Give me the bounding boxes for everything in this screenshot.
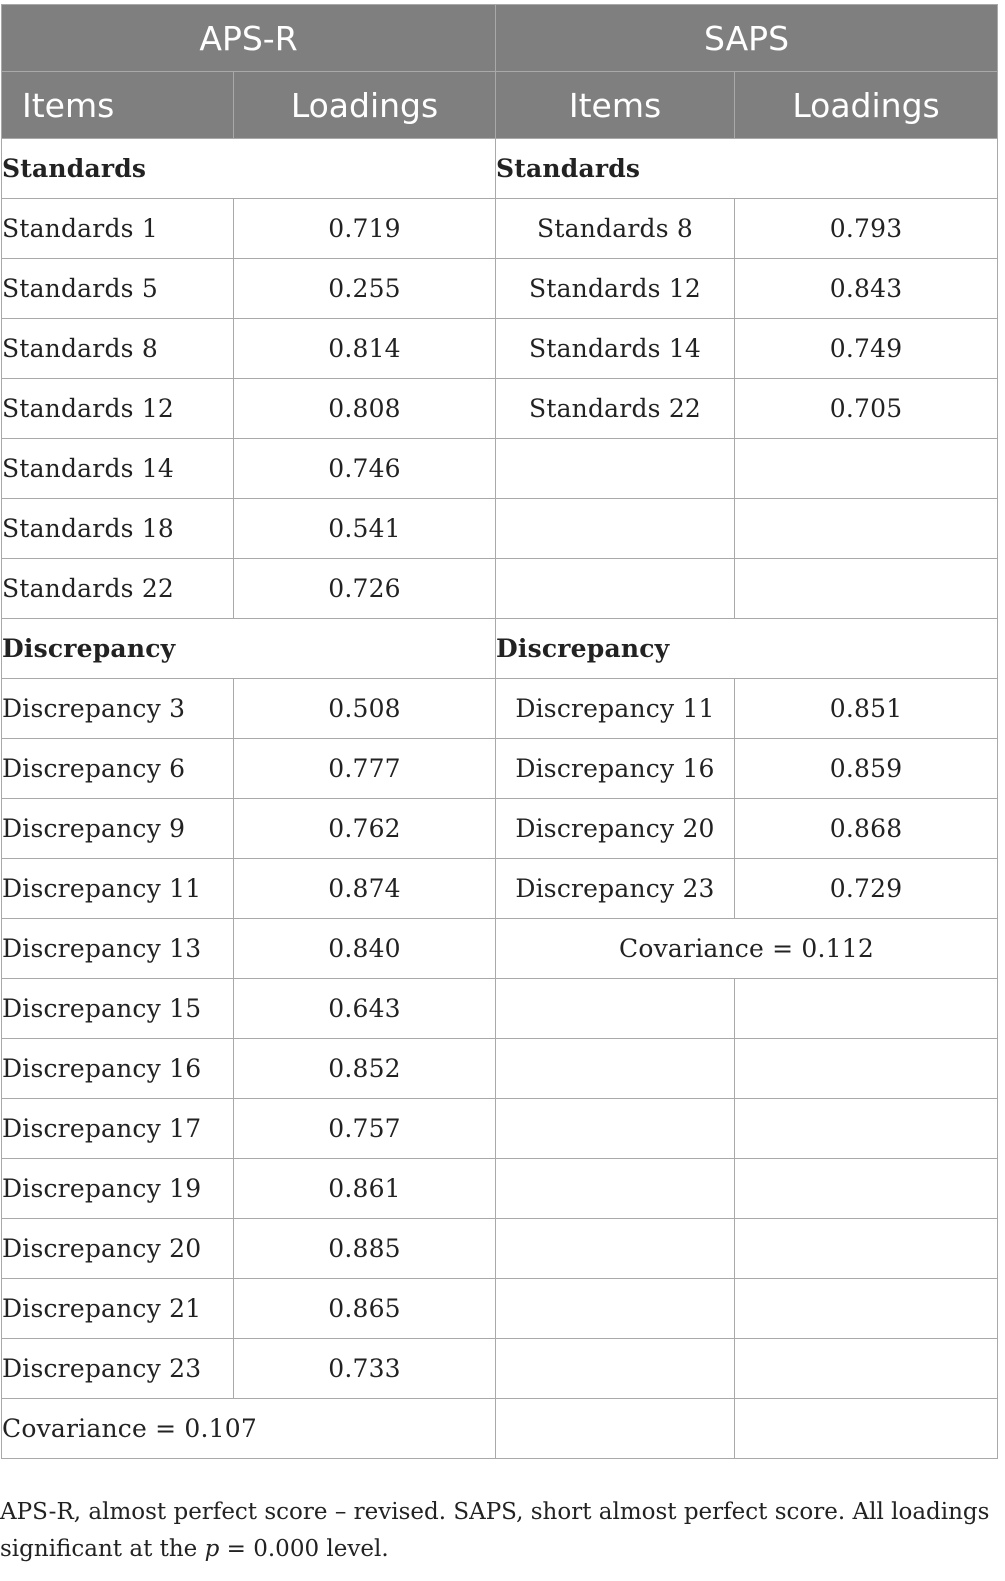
table-row	[2, 979, 998, 1039]
loading-cell: 0.852	[234, 1039, 496, 1099]
item-cell: Discrepancy 17	[2, 1099, 234, 1159]
empty-cell	[735, 1219, 998, 1279]
item-cell: Discrepancy 19	[2, 1159, 234, 1219]
loading-cell: 0.705	[735, 379, 998, 439]
group-header-saps: SAPS	[496, 5, 998, 72]
empty-cell	[496, 979, 735, 1039]
empty-cell	[496, 1399, 735, 1459]
section-row-standards	[2, 139, 998, 199]
group-header-row	[2, 5, 998, 72]
group-header-aps-r: APS-R	[2, 5, 496, 72]
item-cell: Discrepancy 6	[2, 739, 234, 799]
loading-cell: 0.840	[234, 919, 496, 979]
item-cell: Standards 12	[496, 259, 735, 319]
empty-cell	[735, 559, 998, 619]
section-heading: Discrepancy	[2, 619, 496, 679]
empty-cell	[496, 439, 735, 499]
loading-cell: 0.865	[234, 1279, 496, 1339]
table-row	[2, 259, 998, 319]
table-body	[2, 139, 998, 1459]
table-row	[2, 1339, 998, 1399]
table-row	[2, 859, 998, 919]
loading-cell: 0.808	[234, 379, 496, 439]
item-cell: Discrepancy 15	[2, 979, 234, 1039]
table-row	[2, 1219, 998, 1279]
loading-cell: 0.861	[234, 1159, 496, 1219]
loading-cell: 0.733	[234, 1339, 496, 1399]
item-cell: Standards 22	[496, 379, 735, 439]
table-row	[2, 559, 998, 619]
empty-cell	[735, 1039, 998, 1099]
empty-cell	[496, 1039, 735, 1099]
covariance-row	[2, 1399, 998, 1459]
table-row	[2, 919, 998, 979]
empty-cell	[735, 1159, 998, 1219]
loading-cell: 0.729	[735, 859, 998, 919]
section-row-discrepancy	[2, 619, 998, 679]
column-header-row	[2, 72, 998, 139]
item-cell: Standards 1	[2, 199, 234, 259]
table-footnote	[0, 1494, 1000, 1568]
loading-cell: 0.814	[234, 319, 496, 379]
col-header-loadings-right: Loadings	[735, 72, 998, 139]
empty-cell	[735, 499, 998, 559]
loading-cell: 0.868	[735, 799, 998, 859]
loading-cell: 0.793	[735, 199, 998, 259]
loading-cell: 0.851	[735, 679, 998, 739]
item-cell: Standards 5	[2, 259, 234, 319]
table-row	[2, 379, 998, 439]
empty-cell	[735, 979, 998, 1039]
loading-cell: 0.255	[234, 259, 496, 319]
loading-cell: 0.843	[735, 259, 998, 319]
item-cell: Discrepancy 16	[2, 1039, 234, 1099]
empty-cell	[735, 439, 998, 499]
loadings-table	[1, 4, 998, 1459]
item-cell: Standards 14	[496, 319, 735, 379]
item-cell: Discrepancy 11	[2, 859, 234, 919]
col-header-items-left: Items	[2, 72, 234, 139]
loading-cell: 0.719	[234, 199, 496, 259]
item-cell: Discrepancy 21	[2, 1279, 234, 1339]
section-heading: Standards	[2, 139, 496, 199]
table-row	[2, 1279, 998, 1339]
footnote-p-symbol: p	[204, 1536, 220, 1562]
item-cell: Discrepancy 23	[2, 1339, 234, 1399]
table-row	[2, 1039, 998, 1099]
loading-cell: 0.541	[234, 499, 496, 559]
item-cell: Standards 18	[2, 499, 234, 559]
empty-cell	[735, 1399, 998, 1459]
loading-cell: 0.885	[234, 1219, 496, 1279]
table-row	[2, 799, 998, 859]
empty-cell	[496, 1339, 735, 1399]
item-cell: Discrepancy 16	[496, 739, 735, 799]
footnote-text-end: = 0.000 level.	[219, 1536, 389, 1562]
table-row	[2, 1099, 998, 1159]
item-cell: Discrepancy 11	[496, 679, 735, 739]
empty-cell	[735, 1279, 998, 1339]
table-row	[2, 439, 998, 499]
empty-cell	[496, 1159, 735, 1219]
empty-cell	[735, 1099, 998, 1159]
item-cell: Standards 8	[2, 319, 234, 379]
item-cell: Standards 14	[2, 439, 234, 499]
item-cell: Discrepancy 20	[496, 799, 735, 859]
item-cell: Standards 12	[2, 379, 234, 439]
loading-cell: 0.859	[735, 739, 998, 799]
item-cell: Discrepancy 3	[2, 679, 234, 739]
loading-cell: 0.726	[234, 559, 496, 619]
footnote-text: APS-R, almost perfect score – revised. SAPS, short almost perfect score. All loadings significant at the	[0, 1499, 990, 1562]
table-row	[2, 199, 998, 259]
table-row	[2, 739, 998, 799]
col-header-items-right: Items	[496, 72, 735, 139]
table-row	[2, 1159, 998, 1219]
section-heading: Discrepancy	[496, 619, 998, 679]
table-row	[2, 319, 998, 379]
item-cell: Discrepancy 23	[496, 859, 735, 919]
item-cell: Discrepancy 13	[2, 919, 234, 979]
covariance-cell-aps-r: Covariance = 0.107	[2, 1399, 496, 1459]
table-row	[2, 499, 998, 559]
loading-cell: 0.777	[234, 739, 496, 799]
loading-cell: 0.508	[234, 679, 496, 739]
empty-cell	[496, 499, 735, 559]
item-cell: Standards 8	[496, 199, 735, 259]
empty-cell	[496, 1279, 735, 1339]
loading-cell: 0.874	[234, 859, 496, 919]
loading-cell: 0.757	[234, 1099, 496, 1159]
loading-cell: 0.762	[234, 799, 496, 859]
empty-cell	[496, 1219, 735, 1279]
item-cell: Standards 22	[2, 559, 234, 619]
loading-cell: 0.746	[234, 439, 496, 499]
covariance-cell-saps: Covariance = 0.112	[496, 919, 998, 979]
col-header-loadings-left: Loadings	[234, 72, 496, 139]
section-heading: Standards	[496, 139, 998, 199]
loading-cell: 0.749	[735, 319, 998, 379]
empty-cell	[496, 1099, 735, 1159]
empty-cell	[496, 559, 735, 619]
item-cell: Discrepancy 9	[2, 799, 234, 859]
table-row	[2, 679, 998, 739]
loading-cell: 0.643	[234, 979, 496, 1039]
empty-cell	[735, 1339, 998, 1399]
item-cell: Discrepancy 20	[2, 1219, 234, 1279]
